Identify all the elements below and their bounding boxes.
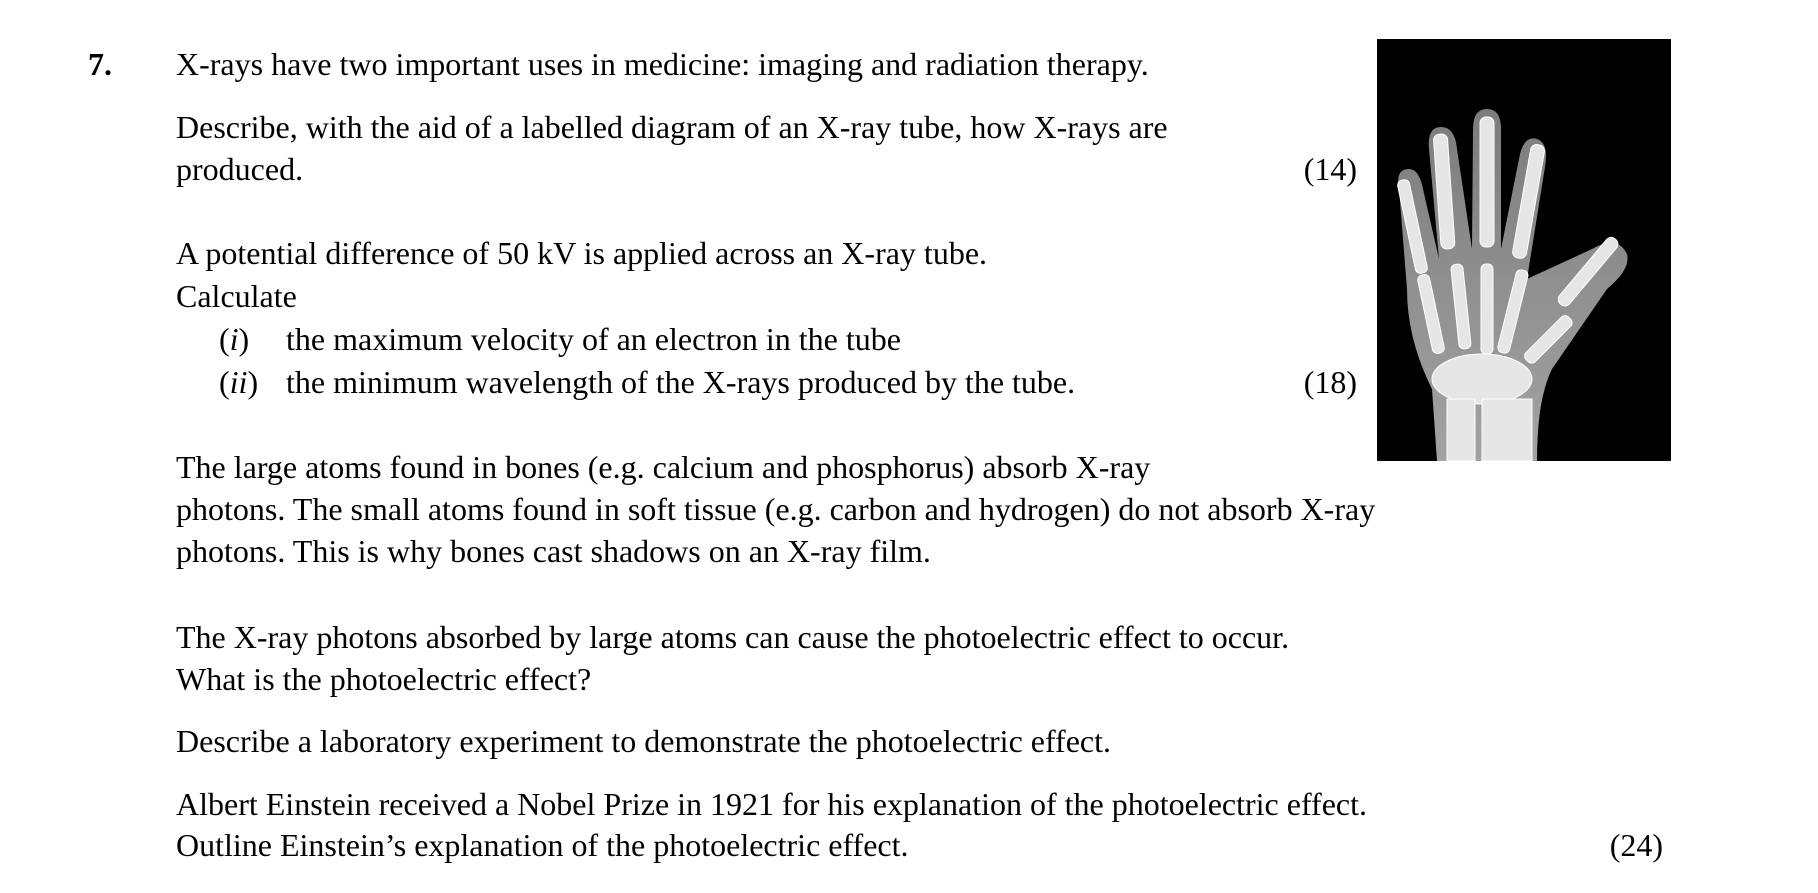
part-b-line-2: Calculate — [176, 278, 297, 314]
part-b-item-text-i: the maximum velocity of an electron in the tube — [286, 321, 901, 357]
part-b-marks: (18) — [1303, 364, 1357, 400]
part-c-line-5: Outline Einstein’s explanation of the photoelectric effect. — [176, 827, 909, 863]
part-a-line-1: Describe, with the aid of a labelled diagram of an X-ray tube, how X-rays are — [176, 109, 1168, 145]
part-b-item-label-i: (i) — [219, 321, 250, 357]
part-a-line-2: produced. — [176, 151, 304, 187]
part-a-marks: (14) — [1303, 151, 1357, 187]
hand-xray-image — [1377, 39, 1671, 461]
paragraph-line-1: The large atoms found in bones (e.g. calcium and phosphorus) absorb X-ray — [176, 449, 1151, 485]
part-c-line-4: Albert Einstein received a Nobel Prize in 1921 for his explanation of the photoelectric effect. — [176, 786, 1367, 822]
paragraph-line-2: photons. The small atoms found in soft tissue (e.g. carbon and hydrogen) do not absorb X-ray — [176, 491, 1376, 527]
part-b-item-text-ii: the minimum wavelength of the X-rays produced by the tube. — [286, 364, 1076, 400]
part-c-line-3: Describe a laboratory experiment to demonstrate the photoelectric effect. — [176, 723, 1111, 759]
question-intro: X-rays have two important uses in medicine: imaging and radiation therapy. — [176, 46, 1149, 82]
part-b-line-1: A potential difference of 50 kV is applied across an X-ray tube. — [176, 235, 988, 271]
part-b-item-label-ii: (ii) — [219, 364, 259, 400]
paragraph-line-3: photons. This is why bones cast shadows on an X-ray film. — [176, 533, 931, 569]
question-number: 7. — [88, 46, 112, 82]
part-c-line-1: The X-ray photons absorbed by large atoms can cause the photoelectric effect to occur. — [176, 619, 1290, 655]
part-c-line-2: What is the photoelectric effect? — [176, 661, 592, 697]
hand-xray-graphic — [1377, 39, 1671, 461]
part-c-marks: (24) — [1609, 827, 1663, 863]
